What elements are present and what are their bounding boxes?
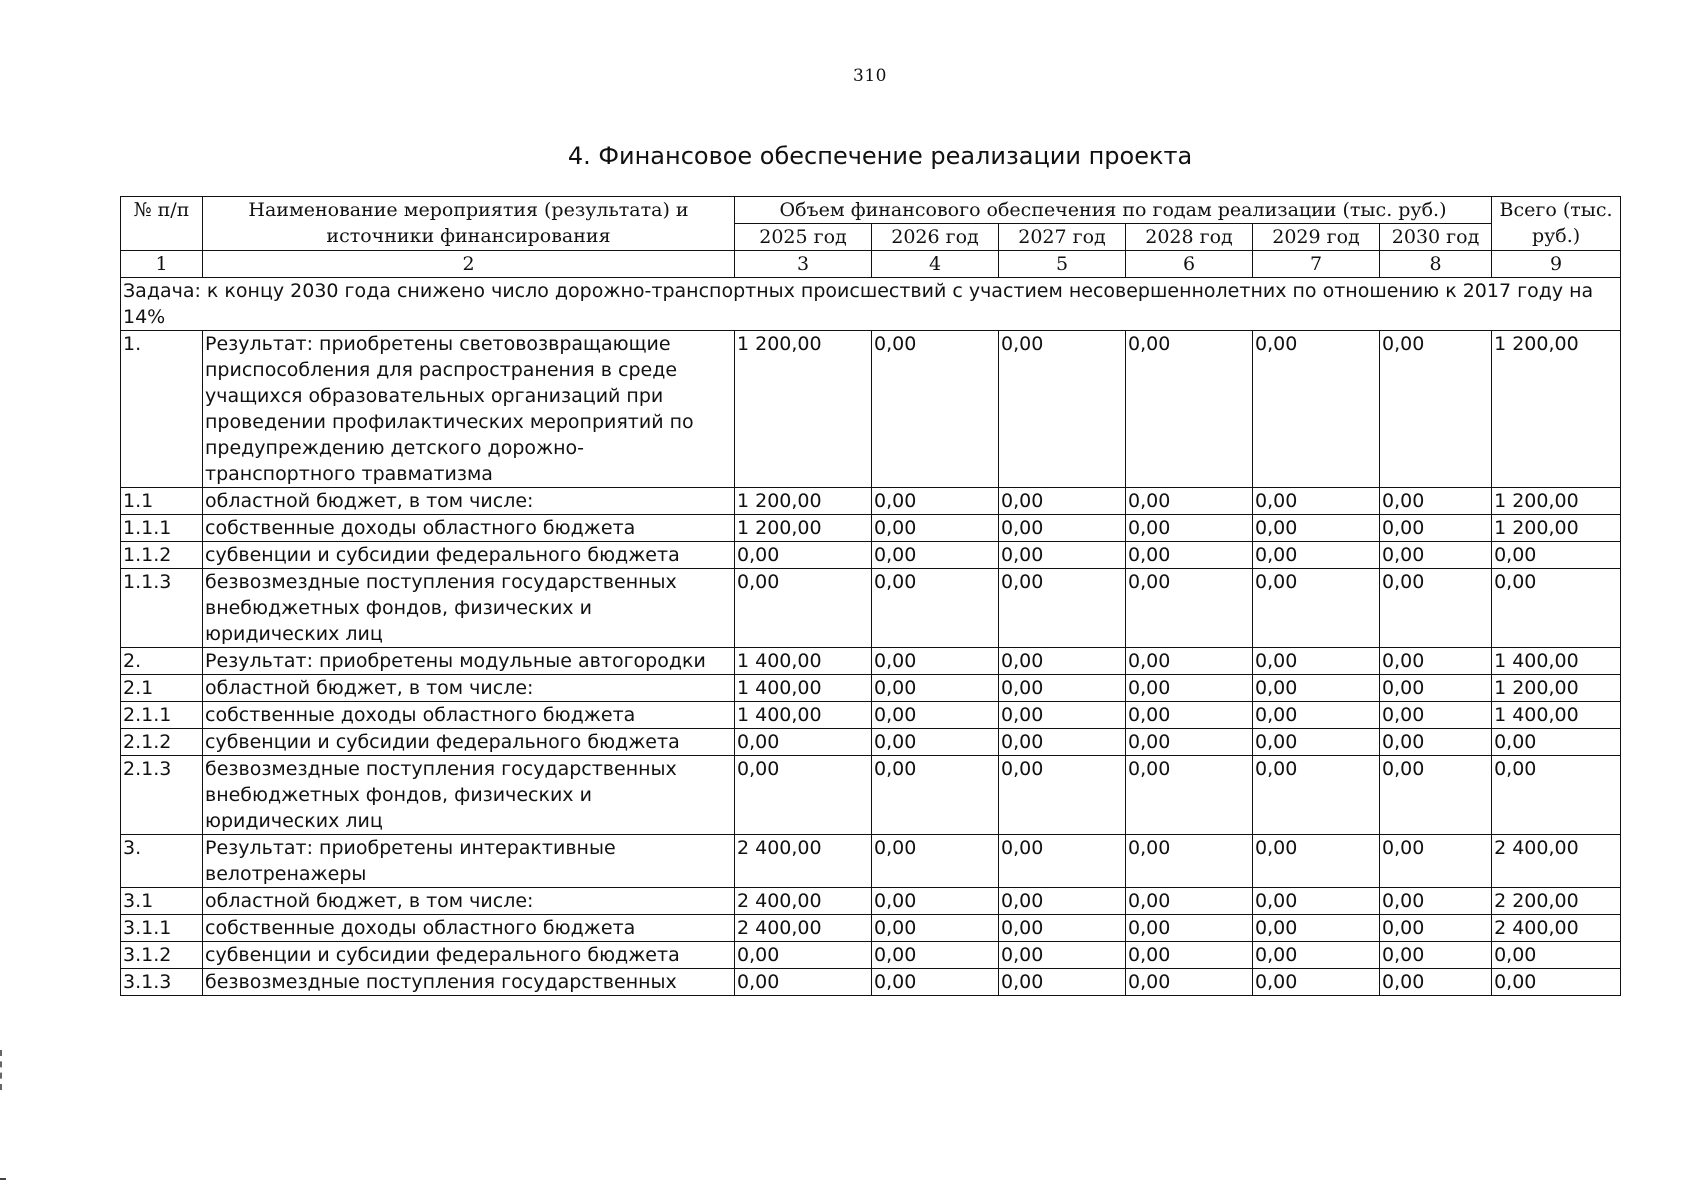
row-year-value: 0,00 xyxy=(1253,915,1380,942)
row-total-value: 1 200,00 xyxy=(1492,331,1621,488)
row-year-value: 0,00 xyxy=(735,542,872,569)
row-total-value: 1 400,00 xyxy=(1492,648,1621,675)
row-year-value: 0,00 xyxy=(872,729,999,756)
column-index: 4 xyxy=(872,251,999,278)
row-total-value: 0,00 xyxy=(1492,729,1621,756)
row-total-value: 0,00 xyxy=(1492,969,1621,996)
row-year-value: 0,00 xyxy=(999,729,1126,756)
scan-margin-marks xyxy=(0,1050,6,1090)
row-year-value: 0,00 xyxy=(1380,569,1492,648)
row-year-value: 0,00 xyxy=(999,835,1126,888)
header-year: 2026 год xyxy=(872,224,999,251)
table-row xyxy=(121,756,1621,835)
header-total: Всего (тыс. руб.) xyxy=(1492,197,1621,251)
row-year-value: 0,00 xyxy=(1126,542,1253,569)
row-total-value: 0,00 xyxy=(1492,569,1621,648)
row-number: 3. xyxy=(121,835,203,888)
row-year-value: 0,00 xyxy=(1126,969,1253,996)
row-year-value: 0,00 xyxy=(1126,569,1253,648)
row-year-value: 0,00 xyxy=(1126,756,1253,835)
row-year-value: 0,00 xyxy=(872,702,999,729)
row-year-value: 0,00 xyxy=(1126,675,1253,702)
row-year-value: 0,00 xyxy=(735,942,872,969)
row-year-value: 0,00 xyxy=(999,542,1126,569)
column-index: 6 xyxy=(1126,251,1253,278)
row-year-value: 0,00 xyxy=(872,569,999,648)
row-year-value: 0,00 xyxy=(872,756,999,835)
row-name: областной бюджет, в том числе: xyxy=(203,675,735,702)
row-year-value: 0,00 xyxy=(1253,756,1380,835)
row-year-value: 0,00 xyxy=(1126,942,1253,969)
row-year-value: 0,00 xyxy=(1253,488,1380,515)
row-year-value: 1 400,00 xyxy=(735,675,872,702)
row-year-value: 0,00 xyxy=(999,569,1126,648)
row-year-value: 0,00 xyxy=(1253,942,1380,969)
row-year-value: 0,00 xyxy=(999,648,1126,675)
row-year-value: 0,00 xyxy=(1253,969,1380,996)
row-name: собственные доходы областного бюджета xyxy=(203,515,735,542)
row-name: Результат: приобретены интерактивные велотренажеры xyxy=(203,835,735,888)
row-name: субвенции и субсидии федерального бюджета xyxy=(203,542,735,569)
row-year-value: 0,00 xyxy=(872,888,999,915)
row-year-value: 0,00 xyxy=(735,569,872,648)
row-year-value: 1 200,00 xyxy=(735,488,872,515)
table-row xyxy=(121,331,1621,488)
header-year: 2029 год xyxy=(1253,224,1380,251)
row-name: собственные доходы областного бюджета xyxy=(203,915,735,942)
row-year-value: 0,00 xyxy=(1380,648,1492,675)
row-year-value: 0,00 xyxy=(1380,915,1492,942)
row-total-value: 0,00 xyxy=(1492,756,1621,835)
row-total-value: 0,00 xyxy=(1492,942,1621,969)
row-number: 3.1.2 xyxy=(121,942,203,969)
header-number: № п/п xyxy=(121,197,203,251)
row-year-value: 0,00 xyxy=(1380,542,1492,569)
row-number: 2.1.2 xyxy=(121,729,203,756)
row-total-value: 0,00 xyxy=(1492,542,1621,569)
row-year-value: 0,00 xyxy=(735,729,872,756)
row-name: областной бюджет, в том числе: xyxy=(203,488,735,515)
row-year-value: 2 400,00 xyxy=(735,888,872,915)
page-number: 310 xyxy=(853,66,887,86)
section-title: 4. Финансовое обеспечение реализации проекта xyxy=(567,142,1193,170)
row-number: 1.1.1 xyxy=(121,515,203,542)
row-year-value: 1 200,00 xyxy=(735,515,872,542)
table-row xyxy=(121,915,1621,942)
column-index: 8 xyxy=(1380,251,1492,278)
row-name: безвозмездные поступления государственных внебюджетных фондов, физических и юридических лиц xyxy=(203,756,735,835)
table-row xyxy=(121,675,1621,702)
row-year-value: 1 400,00 xyxy=(735,702,872,729)
row-year-value: 0,00 xyxy=(1126,648,1253,675)
row-year-value: 2 400,00 xyxy=(735,915,872,942)
table-row xyxy=(121,515,1621,542)
row-year-value: 0,00 xyxy=(1253,331,1380,488)
row-year-value: 0,00 xyxy=(999,942,1126,969)
row-number: 3.1.1 xyxy=(121,915,203,942)
row-year-value: 0,00 xyxy=(872,942,999,969)
row-number: 1.1 xyxy=(121,488,203,515)
row-total-value: 1 200,00 xyxy=(1492,515,1621,542)
row-number: 2.1.3 xyxy=(121,756,203,835)
table-row xyxy=(121,888,1621,915)
row-year-value: 0,00 xyxy=(1126,488,1253,515)
row-year-value: 0,00 xyxy=(1253,648,1380,675)
row-year-value: 0,00 xyxy=(872,675,999,702)
row-total-value: 1 200,00 xyxy=(1492,488,1621,515)
row-name: собственные доходы областного бюджета xyxy=(203,702,735,729)
header-year: 2025 год xyxy=(735,224,872,251)
row-year-value: 0,00 xyxy=(872,648,999,675)
row-year-value: 0,00 xyxy=(1126,835,1253,888)
row-year-value: 0,00 xyxy=(999,888,1126,915)
row-number: 1. xyxy=(121,331,203,488)
table-row xyxy=(121,729,1621,756)
row-total-value: 2 400,00 xyxy=(1492,915,1621,942)
column-index: 5 xyxy=(999,251,1126,278)
header-year: 2028 год xyxy=(1126,224,1253,251)
row-year-value: 0,00 xyxy=(1253,542,1380,569)
column-index: 7 xyxy=(1253,251,1380,278)
row-year-value: 0,00 xyxy=(872,331,999,488)
row-number: 1.1.3 xyxy=(121,569,203,648)
row-year-value: 0,00 xyxy=(999,515,1126,542)
row-name: безвозмездные поступления государственных xyxy=(203,969,735,996)
row-year-value: 0,00 xyxy=(1126,702,1253,729)
row-year-value: 1 400,00 xyxy=(735,648,872,675)
header-index-row xyxy=(121,251,1621,278)
table-row xyxy=(121,702,1621,729)
row-year-value: 2 400,00 xyxy=(735,835,872,888)
table-row xyxy=(121,488,1621,515)
row-year-value: 0,00 xyxy=(999,969,1126,996)
row-year-value: 0,00 xyxy=(1380,942,1492,969)
row-name: субвенции и субсидии федерального бюджета xyxy=(203,942,735,969)
row-year-value: 0,00 xyxy=(999,488,1126,515)
row-name: Результат: приобретены световозвращающие приспособления для распространения в среде учащихся образовательных организаций при проведении профилактических мероприятий по предупреждению детского дорожно-транспортного травматизма xyxy=(203,331,735,488)
row-year-value: 0,00 xyxy=(1380,888,1492,915)
row-year-value: 0,00 xyxy=(1380,835,1492,888)
row-year-value: 0,00 xyxy=(1380,756,1492,835)
row-year-value: 0,00 xyxy=(872,542,999,569)
row-name: субвенции и субсидии федерального бюджета xyxy=(203,729,735,756)
row-number: 3.1.3 xyxy=(121,969,203,996)
row-total-value: 1 200,00 xyxy=(1492,675,1621,702)
row-year-value: 0,00 xyxy=(1380,969,1492,996)
row-year-value: 0,00 xyxy=(999,331,1126,488)
column-index: 2 xyxy=(203,251,735,278)
financing-table xyxy=(120,196,1621,996)
row-name: областной бюджет, в том числе: xyxy=(203,888,735,915)
header-name: Наименование мероприятия (результата) и источники финансирования xyxy=(203,197,735,251)
row-year-value: 0,00 xyxy=(872,835,999,888)
task-text: Задача: к концу 2030 года снижено число дорожно-транспортных происшествий с участием несовершеннолетних по отношению к 2017 году на 14% xyxy=(121,278,1621,331)
row-year-value: 1 200,00 xyxy=(735,331,872,488)
header-volume: Объем финансового обеспечения по годам реализации (тыс. руб.) xyxy=(735,197,1492,224)
table-row xyxy=(121,942,1621,969)
row-year-value: 0,00 xyxy=(1253,835,1380,888)
row-year-value: 0,00 xyxy=(999,675,1126,702)
row-year-value: 0,00 xyxy=(1253,569,1380,648)
row-year-value: 0,00 xyxy=(1126,331,1253,488)
row-number: 2.1.1 xyxy=(121,702,203,729)
row-year-value: 0,00 xyxy=(735,969,872,996)
row-year-value: 0,00 xyxy=(1126,515,1253,542)
row-year-value: 0,00 xyxy=(735,756,872,835)
task-row xyxy=(121,278,1621,331)
row-year-value: 0,00 xyxy=(872,515,999,542)
row-year-value: 0,00 xyxy=(999,702,1126,729)
row-year-value: 0,00 xyxy=(1126,888,1253,915)
row-year-value: 0,00 xyxy=(1253,702,1380,729)
header-year: 2030 год xyxy=(1380,224,1492,251)
row-year-value: 0,00 xyxy=(1253,675,1380,702)
table-row xyxy=(121,569,1621,648)
row-year-value: 0,00 xyxy=(872,915,999,942)
row-year-value: 0,00 xyxy=(1253,888,1380,915)
header-year: 2027 год xyxy=(999,224,1126,251)
row-number: 1.1.2 xyxy=(121,542,203,569)
row-year-value: 0,00 xyxy=(1253,729,1380,756)
row-year-value: 0,00 xyxy=(999,915,1126,942)
table-row xyxy=(121,542,1621,569)
row-total-value: 2 200,00 xyxy=(1492,888,1621,915)
row-name: безвозмездные поступления государственных внебюджетных фондов, физических и юридических лиц xyxy=(203,569,735,648)
row-year-value: 0,00 xyxy=(872,969,999,996)
row-year-value: 0,00 xyxy=(999,756,1126,835)
row-total-value: 2 400,00 xyxy=(1492,835,1621,888)
row-year-value: 0,00 xyxy=(1253,515,1380,542)
scan-margin-tick xyxy=(0,1178,6,1180)
row-year-value: 0,00 xyxy=(1126,915,1253,942)
row-number: 3.1 xyxy=(121,888,203,915)
table-row xyxy=(121,648,1621,675)
row-number: 2. xyxy=(121,648,203,675)
row-year-value: 0,00 xyxy=(1380,488,1492,515)
row-number: 2.1 xyxy=(121,675,203,702)
column-index: 3 xyxy=(735,251,872,278)
table-row xyxy=(121,835,1621,888)
row-year-value: 0,00 xyxy=(1126,729,1253,756)
column-index: 9 xyxy=(1492,251,1621,278)
row-year-value: 0,00 xyxy=(1380,675,1492,702)
table-row xyxy=(121,969,1621,996)
row-year-value: 0,00 xyxy=(1380,515,1492,542)
row-year-value: 0,00 xyxy=(872,488,999,515)
column-index: 1 xyxy=(121,251,203,278)
row-year-value: 0,00 xyxy=(1380,729,1492,756)
row-name: Результат: приобретены модульные автогородки xyxy=(203,648,735,675)
row-total-value: 1 400,00 xyxy=(1492,702,1621,729)
row-year-value: 0,00 xyxy=(1380,702,1492,729)
row-year-value: 0,00 xyxy=(1380,331,1492,488)
